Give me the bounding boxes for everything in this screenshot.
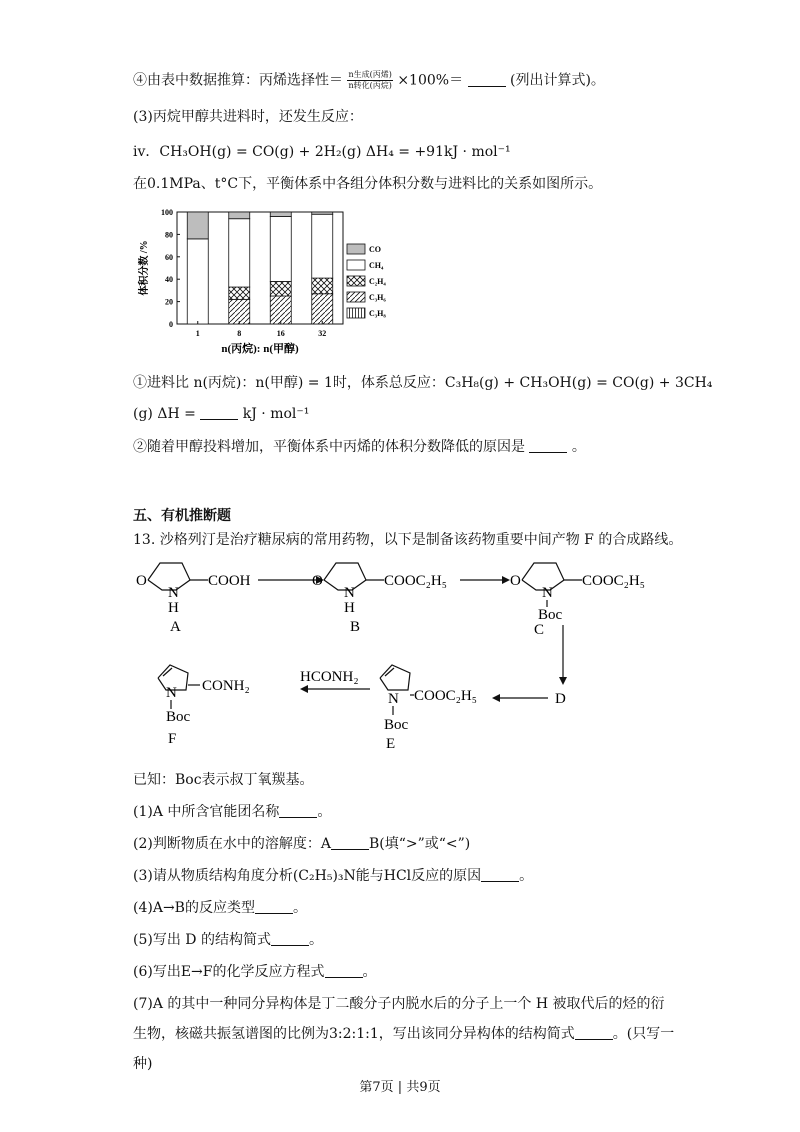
legend-label-c3h8: C₃H₈ [369,309,386,318]
sub-q5-text: (5)写出 D 的结构简式 [133,932,271,948]
answer-blank[interactable] [575,1025,613,1040]
legend-label-c2h4: C₂H₄ [369,277,386,286]
cooet-group: COOC₂H₅ [582,573,645,589]
sub-q2-end: B(填“>”或“<”) [368,836,471,852]
bar-segment-c3h6 [229,299,250,324]
q4-end: (列出计算式)。 [509,72,605,89]
bar-segment-c3h6 [312,294,333,324]
volume-fraction-chart [135,202,415,360]
legend-label-ch4: CH₄ [369,261,384,270]
sub-q4 [133,898,307,918]
y-tick-label: 60 [165,252,173,262]
bar-segment-c2h4 [229,287,250,299]
legend-swatch-ch4 [347,260,365,270]
sub-q2-text: (2)判断物质在水中的溶解度：A [133,836,331,852]
x-axis-label: n(丙烷): n(甲醇) [221,343,299,355]
sub-q1-text: (1)A 中所含官能团名称 [133,804,280,820]
bar-segment-co [312,212,333,214]
answer-blank[interactable] [468,72,506,87]
nh-hydrogen: H [344,600,355,616]
answer-blank[interactable] [200,405,238,420]
answer-blank[interactable] [279,803,317,818]
conh2-group: CONH₂ [202,678,250,694]
boc-group: Boc [166,709,191,725]
boc-group: Boc [384,717,409,733]
legend-swatch-co [347,244,365,254]
reagent-hconh2: HCONH₂ [300,669,359,685]
label-d: D [555,691,566,707]
sub-q1 [133,802,331,822]
y-axis-label: 体积分数 /% [139,240,150,296]
legend-swatch-c2h4 [347,276,365,286]
compound-f [158,665,250,747]
bar-segment-c2h4 [270,281,291,296]
carbonyl-oxygen: O [136,573,147,589]
bar-segment-ch4 [312,214,333,278]
bar-segment-ch4 [187,239,208,324]
label-a: A [170,619,181,635]
y-tick-label: 0 [169,320,173,329]
page-footer: 第7页 | 共9页 [359,1080,441,1095]
part3-intro: (3)丙烷甲醇共进料时，还发生反应： [133,109,363,125]
x-tick-label: 1 [195,329,200,338]
q4-prefix: ④由表中数据推算：丙烯选择性＝ [133,72,343,89]
sub-q6-text: (6)写出E→F的化学反应方程式 [133,964,325,980]
label-e: E [386,736,396,752]
sub-q3 [133,866,533,886]
legend-swatch-c3h6 [347,292,365,302]
q4-line [133,70,605,91]
fraction-numerator: n生成(丙烯) [348,70,392,79]
ring-nitrogen: N [168,585,179,601]
bar-segment-ch4 [229,219,250,287]
q1-line2-b: kJ · mol⁻¹ [242,406,310,422]
answer-blank[interactable] [271,931,309,946]
compound-a [136,563,251,635]
q2-line-b: 。 [571,439,586,455]
sub-q3-end: 。 [519,868,534,884]
x-tick-label: 8 [237,329,242,338]
sub-q3-text: (3)请从物质结构角度分析(C₂H₅)₃N能与HCl反应的原因 [133,868,482,884]
y-tick-label: 80 [165,230,173,240]
answer-blank[interactable] [529,438,567,453]
sub-q4-end: 。 [292,900,307,916]
cooh-group: COOH [208,573,251,589]
y-tick-label: 100 [161,208,173,217]
sub-q6-end: 。 [362,964,377,980]
q1-line1: ①进料比 n(丙烷)：n(甲醇) = 1时，体系总反应：C₃H₈(g) + CH₃OH(g) = CO(g) + 3CH₄ [133,375,713,391]
section-title: 五、有机推断题 [133,508,231,524]
selectivity-fraction [347,70,392,91]
q1-line2 [133,404,309,424]
q2-line-a: ②随着甲醇投料增加，平衡体系中丙烯的体积分数降低的原因是 [133,439,525,455]
sub-q7-line1: (7)A 的其中一种同分异构体是丁二酸分子内脱水后的分子上一个 H 被取代后的烃的衍 [133,996,665,1012]
compound-e [380,665,477,752]
sub-q7-text: 生物，核磁共振氢谱图的比例为3:2:1:1，写出该同分异构体的结构简式 [133,1026,575,1042]
carbonyl-oxygen: O [312,573,323,589]
nh-hydrogen: H [168,600,179,616]
y-tick-label: 40 [165,275,173,285]
chart-caption: 在0.1MPa、t°C下，平衡体系中各组分体积分数与进料比的关系如图所示。 [133,176,603,192]
legend-label-c3h6: C₃H₆ [369,293,386,302]
sub-q2 [133,834,470,854]
legend-label-co: CO [369,245,381,254]
cooet-group: COOC₂H₅ [384,573,447,589]
sub-q7-line3: 种) [133,1056,153,1072]
legend-swatch-c3h8 [347,308,365,318]
sub-q5 [133,930,323,950]
bar-segment-c2h4 [312,278,333,294]
ring-nitrogen: N [388,691,399,707]
bar-segment-ch4 [270,216,291,281]
y-tick-label: 20 [165,297,173,307]
sub-q7-line2 [133,1024,674,1044]
bar-segment-c3h6 [270,296,291,324]
ring-nitrogen: N [166,685,177,701]
q2-line [133,437,586,457]
known-note: 已知：Boc表示叔丁氧羰基。 [133,772,314,788]
label-f: F [168,731,177,747]
q13-intro: 13. 沙格列汀是治疗糖尿病的常用药物，以下是制备该药物重要中间产物 F 的合成路线。 [133,532,683,548]
carbonyl-oxygen: O [510,573,521,589]
answer-blank[interactable] [331,835,369,850]
ring-nitrogen: N [344,585,355,601]
reaction-iv: iv．CH₃OH(g) = CO(g) + 2H₂(g) ΔH₄ = +91kJ · mol⁻¹ [133,144,511,160]
sub-q7-end: 。(只写一 [612,1026,675,1042]
bar-segment-co [229,212,250,219]
boc-group: Boc [538,607,563,623]
compound-c [510,563,645,638]
fraction-denominator: n转化(丙烷) [348,81,392,90]
sub-q5-end: 。 [308,932,323,948]
sub-q6 [133,962,377,982]
ring-nitrogen: N [542,585,553,601]
answer-blank[interactable] [255,899,293,914]
bar-segment-co [270,212,291,216]
cooet-group: COOC₂H₅ [414,688,477,704]
answer-blank[interactable] [481,867,519,882]
sub-q4-text: (4)A→B的反应类型 [133,900,255,916]
label-b: B [350,619,361,635]
q4-suffix: ×100%＝ [397,72,464,89]
x-tick-label: 16 [276,329,285,338]
synthesis-scheme [130,555,690,755]
label-c: C [534,622,545,638]
sub-q1-end: 。 [317,804,332,820]
answer-blank[interactable] [325,963,363,978]
compound-b [312,563,447,635]
x-tick-label: 32 [318,329,327,338]
bar-segment-co [187,212,208,239]
q1-line2-a: (g) ΔH = [133,406,201,422]
